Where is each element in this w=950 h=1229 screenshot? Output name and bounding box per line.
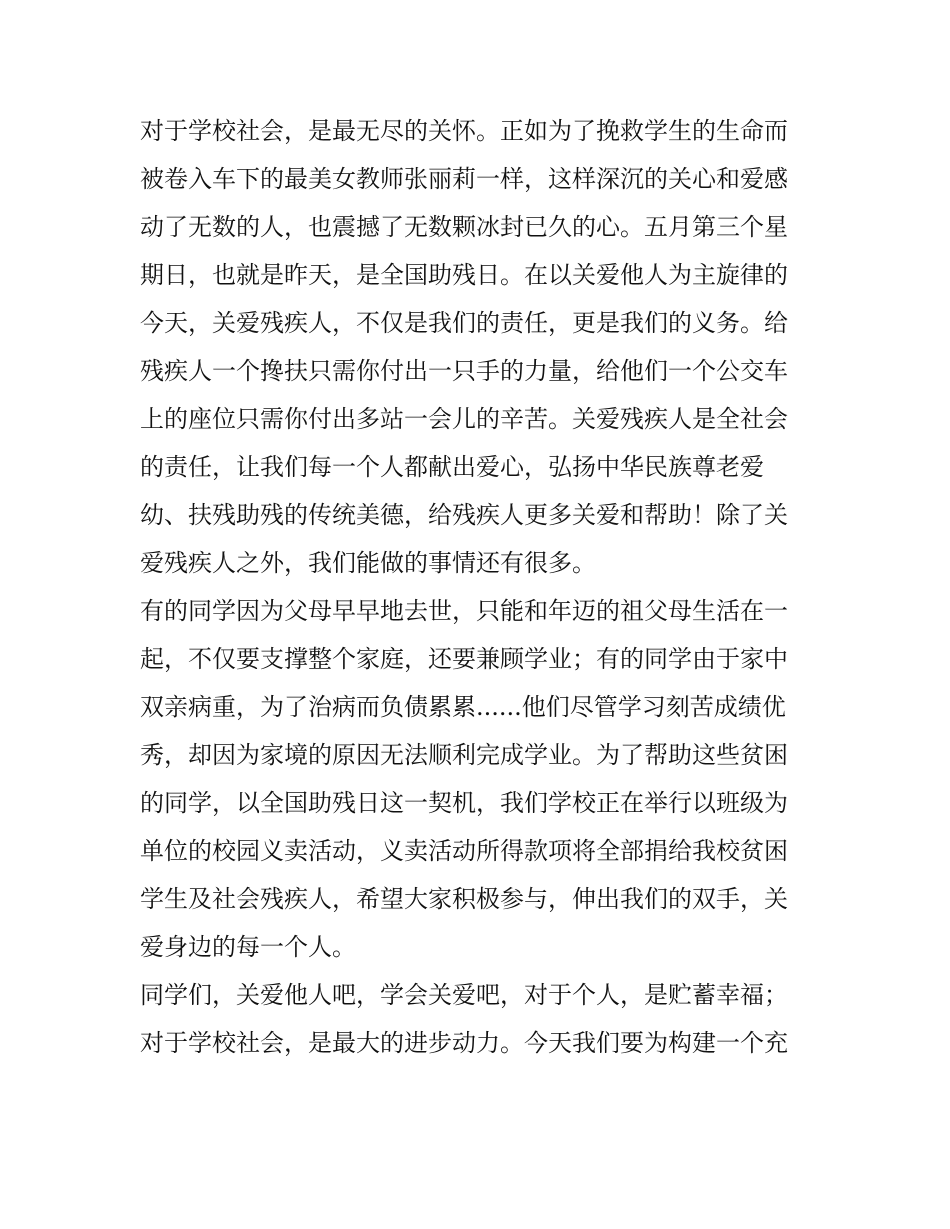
text-line: 爱身边的每一个人。 bbox=[140, 933, 356, 961]
text-line: 爱残疾人之外，我们能做的事情还有很多。 bbox=[140, 549, 596, 577]
document-body bbox=[140, 107, 820, 1067]
text-line: 有的同学因为父母早早地去世，只能和年迈的祖父母生活在一 bbox=[140, 597, 788, 625]
text-line: 秀，却因为家境的原因无法顺利完成学业。为了帮助这些贫困 bbox=[140, 741, 788, 769]
text-line: 残疾人一个搀扶只需你付出一只手的力量，给他们一个公交车 bbox=[140, 357, 788, 385]
text-line: 单位的校园义卖活动，义卖活动所得款项将全部捐给我校贫困 bbox=[140, 837, 788, 865]
text-line: 今天，关爱残疾人，不仅是我们的责任，更是我们的义务。给 bbox=[140, 309, 788, 337]
text-line: 对于学校社会，是最无尽的关怀。正如为了挽救学生的生命而 bbox=[140, 117, 788, 145]
text-line: 期日，也就是昨天，是全国助残日。在以关爱他人为主旋律的 bbox=[140, 261, 788, 289]
text-line: 起，不仅要支撑整个家庭，还要兼顾学业；有的同学由于家中 bbox=[140, 645, 788, 673]
text-line: 动了无数的人，也震撼了无数颗冰封已久的心。五月第三个星 bbox=[140, 213, 788, 241]
text-line: 对于学校社会，是最大的进步动力。今天我们要为构建一个充 bbox=[140, 1029, 788, 1057]
text-line: 的责任，让我们每一个人都献出爱心，弘扬中华民族尊老爱 bbox=[140, 453, 764, 481]
text-line: 幼、扶残助残的传统美德，给残疾人更多关爱和帮助！除了关 bbox=[140, 501, 788, 529]
text-line: 同学们，关爱他人吧，学会关爱吧，对于个人，是贮蓄幸福； bbox=[140, 981, 788, 1009]
text-line: 的同学，以全国助残日这一契机，我们学校正在举行以班级为 bbox=[140, 789, 788, 817]
text-line: 上的座位只需你付出多站一会儿的辛苦。关爱残疾人是全社会 bbox=[140, 405, 788, 433]
text-line: 学生及社会残疾人，希望大家积极参与，伸出我们的双手，关 bbox=[140, 885, 788, 913]
text-line: 双亲病重，为了治病而负债累累......他们尽管学习刻苦成绩优 bbox=[140, 693, 786, 721]
text-line: 被卷入车下的最美女教师张丽莉一样，这样深沉的关心和爱感 bbox=[140, 165, 788, 193]
